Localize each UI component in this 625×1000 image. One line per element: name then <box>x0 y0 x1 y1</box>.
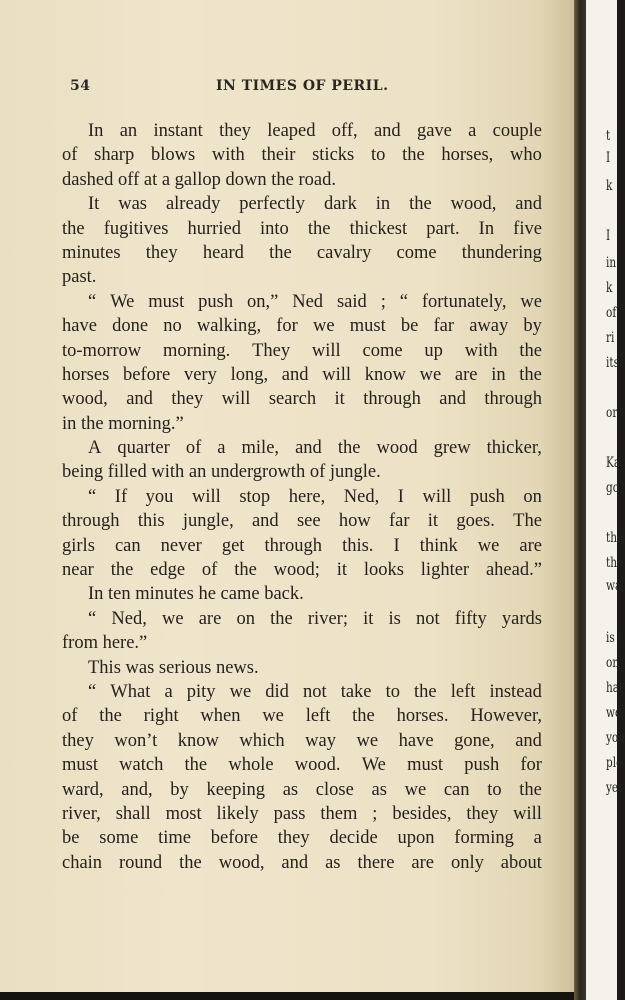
next-page-fragment: I <box>606 150 611 166</box>
text-line: past. <box>62 267 97 288</box>
next-page-fragment: wa <box>606 578 622 594</box>
next-page-fragment: the <box>606 530 624 546</box>
text-line: horses before very long, and will know we are in the <box>62 364 542 385</box>
next-page-fragment: t <box>606 128 611 144</box>
next-page-fragment: go <box>606 480 620 496</box>
text-line: ward, and, by keeping as close as we can to the <box>62 779 542 800</box>
text-line: It was already perfectly dark in the wood, and <box>88 194 542 215</box>
text-line: river, shall most likely pass them ; besides, they will <box>62 803 542 824</box>
text-line: In an instant they leaped off, and gave a couple <box>88 121 542 141</box>
next-page-fragment: I <box>606 228 611 244</box>
text-line: “ What a pity we did not take to the left instead <box>88 681 542 702</box>
text-line: In ten minutes he came back. <box>88 584 304 605</box>
next-page-fragment: k <box>606 280 613 296</box>
next-page-fragment: yet <box>606 780 623 796</box>
page-bottom-edge <box>0 992 574 1000</box>
next-page-fragment: ple <box>606 755 623 771</box>
text-line: near the edge of the wood; it looks lighter ahead.” <box>62 560 542 581</box>
text-line: dashed off at a gallop down the road. <box>62 169 336 190</box>
next-page-fragment: is t <box>606 630 623 646</box>
text-line: A quarter of a mile, and the wood grew thicker, <box>88 438 542 459</box>
text-line: the fugitives hurried into the thickest part. In five <box>62 218 542 239</box>
book-gutter <box>574 0 586 1000</box>
text-line: of sharp blows with their sticks to the horses, who <box>62 145 542 166</box>
next-page-fragment: hat <box>606 680 624 696</box>
body-text <box>62 119 542 875</box>
next-page-fragment: ri <box>606 330 615 346</box>
page-number: 54 <box>70 78 91 94</box>
text-line: “ We must push on,” Ned said ; “ fortunately, we <box>88 291 542 312</box>
text-line: chain round the wood, and as there are only about <box>62 852 542 873</box>
next-page-fragment: the <box>606 555 624 571</box>
text-line: to-morrow morning. They will come up with the <box>62 340 542 361</box>
text-line: from here.” <box>62 633 148 654</box>
next-page-fragment: Ka <box>606 455 621 471</box>
next-page-fragment: on <box>606 655 620 671</box>
text-line: in the morning.” <box>62 413 184 434</box>
text-line: they won’t know which way we have gone, and <box>62 730 542 751</box>
text-line: have done no walking, for we must be far away by <box>62 316 542 337</box>
next-page-fragment: you <box>606 730 625 746</box>
text-line: “ Ned, we are on the river; it is not fifty yards <box>88 608 542 629</box>
text-line: through this jungle, and see how far it goes. The <box>62 511 542 532</box>
text-line: wood, and they will search it through and through <box>62 389 542 410</box>
text-line: being filled with an undergrowth of jungle. <box>62 462 381 483</box>
page-header <box>70 78 415 100</box>
next-page-fragment: wo <box>606 705 622 721</box>
text-line: minutes they heard the cavalry come thundering <box>62 242 542 263</box>
text-line: “ If you will stop here, Ned, I will push on <box>88 486 542 507</box>
next-page-fragment: in <box>606 255 617 271</box>
text-line: This was serious news. <box>88 657 259 678</box>
text-line: must watch the whole wood. We must push for <box>62 755 542 776</box>
next-page-fragment: its <box>606 355 619 371</box>
text-line: be some time before they decide upon forming a <box>62 828 542 849</box>
next-page-edge <box>586 0 625 1000</box>
next-page-fragment: or <box>606 405 618 421</box>
text-line: girls can never get through this. I think we are <box>62 535 542 556</box>
running-title: IN TIMES OF PERIL. <box>216 78 389 94</box>
next-page-fragment: of <box>606 305 617 321</box>
next-page-fragment: k <box>606 178 613 194</box>
text-line: of the right when we left the horses. However, <box>62 706 542 727</box>
